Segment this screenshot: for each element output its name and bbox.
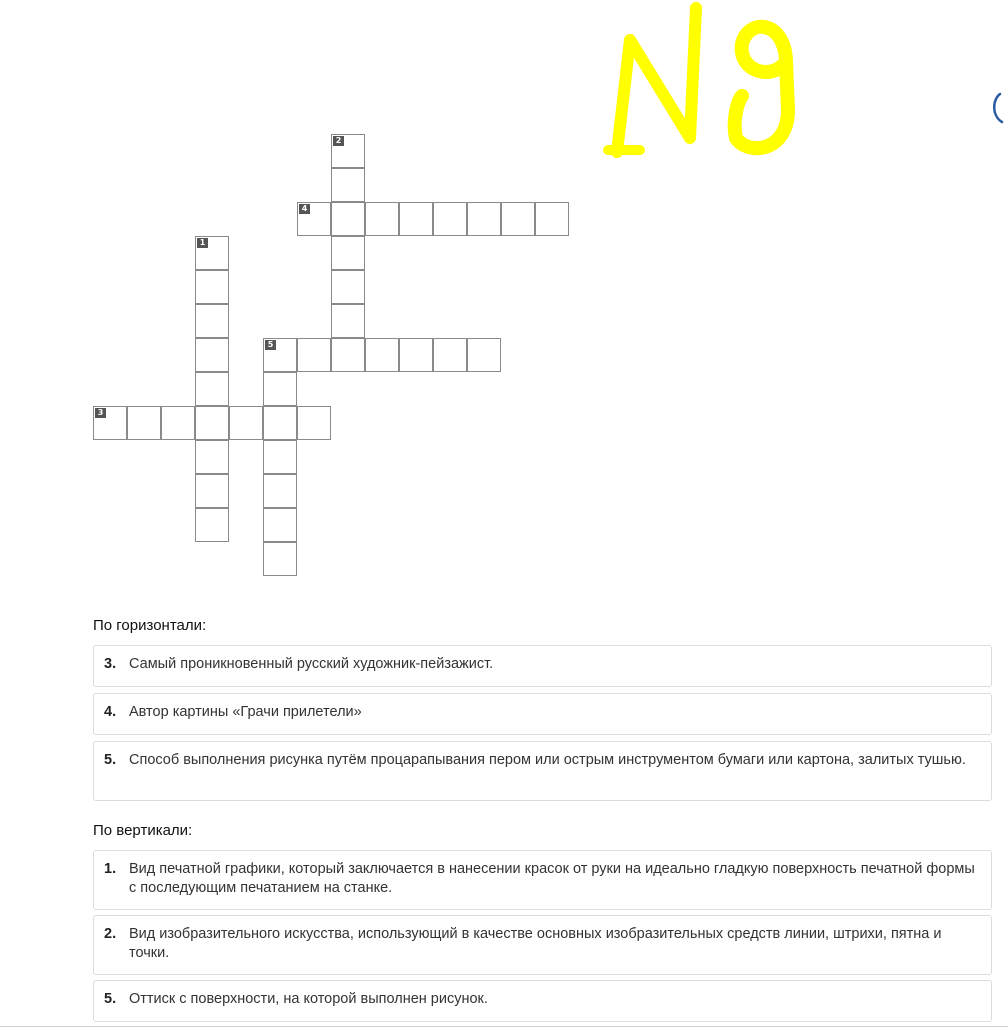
- clue-across-4: [93, 693, 992, 735]
- crossword-cell[interactable]: [127, 406, 161, 440]
- crossword-cell[interactable]: [263, 372, 297, 406]
- clue-across-3: [93, 645, 992, 687]
- crossword-cell[interactable]: [331, 134, 365, 168]
- clue-number: 3.: [104, 656, 117, 672]
- crossword-cell[interactable]: [195, 474, 229, 508]
- clue-number: 4.: [104, 704, 117, 720]
- clue-text: Способ выполнения рисунка путём процарапывания пером или острым инструментом бумаги или картона, залитых тушью.: [129, 752, 966, 768]
- clue-number: 1.: [104, 861, 117, 877]
- cell-number-badge: 5: [265, 340, 276, 350]
- crossword-cell[interactable]: [399, 338, 433, 372]
- clue-text: Автор картины «Грачи прилетели»: [129, 704, 362, 720]
- clue-number: 2.: [104, 926, 117, 942]
- crossword-cell[interactable]: [263, 440, 297, 474]
- page-bottom-divider: [0, 1026, 1008, 1027]
- clue-down-5: [93, 980, 992, 1022]
- handwritten-annotation: [0, 0, 1008, 200]
- crossword-cell[interactable]: [331, 202, 365, 236]
- cell-number-badge: 2: [333, 136, 344, 146]
- crossword-cell[interactable]: [331, 338, 365, 372]
- clue-number: 5.: [104, 752, 117, 768]
- crossword-cell[interactable]: [331, 168, 365, 202]
- clue-text: Оттиск с поверхности, на которой выполнен рисунок.: [129, 991, 488, 1007]
- clue-text: Вид печатной графики, который заключается в нанесении красок от руки на идеально гладкую поверхность печатной формы с последующим печатанием на станке.: [129, 861, 975, 896]
- clue-text: Самый проникновенный русский художник-пейзажист.: [129, 656, 494, 672]
- crossword-cell[interactable]: [195, 372, 229, 406]
- crossword-cell[interactable]: [297, 202, 331, 236]
- crossword-cell[interactable]: [297, 338, 331, 372]
- across-heading: По горизонтали:: [93, 617, 207, 634]
- crossword-cell[interactable]: [365, 338, 399, 372]
- crossword-cell[interactable]: [195, 406, 229, 440]
- crossword-cell[interactable]: [331, 236, 365, 270]
- cell-number-badge: 4: [299, 204, 310, 214]
- cell-number-badge: 3: [95, 408, 106, 418]
- crossword-cell[interactable]: [467, 338, 501, 372]
- clue-text: Вид изобразительного искусства, использующий в качестве основных изобразительных средств линии, штрихи, пятна и точки.: [129, 926, 942, 961]
- crossword-cell[interactable]: [331, 270, 365, 304]
- crossword-cell[interactable]: [263, 474, 297, 508]
- crossword-cell[interactable]: [93, 406, 127, 440]
- annotation-digit-9: [735, 27, 788, 148]
- crossword-cell[interactable]: [263, 508, 297, 542]
- crossword-cell[interactable]: [433, 338, 467, 372]
- crossword-cell[interactable]: [263, 406, 297, 440]
- crossword-cell[interactable]: [467, 202, 501, 236]
- crossword-cell[interactable]: [195, 270, 229, 304]
- crossword-cell[interactable]: [195, 304, 229, 338]
- crossword-cell[interactable]: [195, 236, 229, 270]
- crossword-cell[interactable]: [331, 304, 365, 338]
- cell-number-badge: 1: [197, 238, 208, 248]
- crossword-cell[interactable]: [195, 338, 229, 372]
- clue-number: 5.: [104, 991, 117, 1007]
- clue-down-2: [93, 915, 992, 975]
- crossword-cell[interactable]: [195, 440, 229, 474]
- crossword-cell[interactable]: [263, 542, 297, 576]
- crossword-cell[interactable]: [365, 202, 399, 236]
- crossword-cell[interactable]: [161, 406, 195, 440]
- clue-down-1: [93, 850, 992, 910]
- crossword-cell[interactable]: [433, 202, 467, 236]
- crossword-cell[interactable]: [229, 406, 263, 440]
- annotation-letter-n: [617, 8, 696, 152]
- crossword-cell[interactable]: [263, 338, 297, 372]
- down-heading: По вертикали:: [93, 822, 193, 839]
- crossword-cell[interactable]: [501, 202, 535, 236]
- crossword-cell[interactable]: [399, 202, 433, 236]
- partial-circle-icon: [988, 88, 1008, 128]
- clue-across-5: [93, 741, 992, 801]
- crossword-cell[interactable]: [297, 406, 331, 440]
- crossword-cell[interactable]: [195, 508, 229, 542]
- crossword-cell[interactable]: [535, 202, 569, 236]
